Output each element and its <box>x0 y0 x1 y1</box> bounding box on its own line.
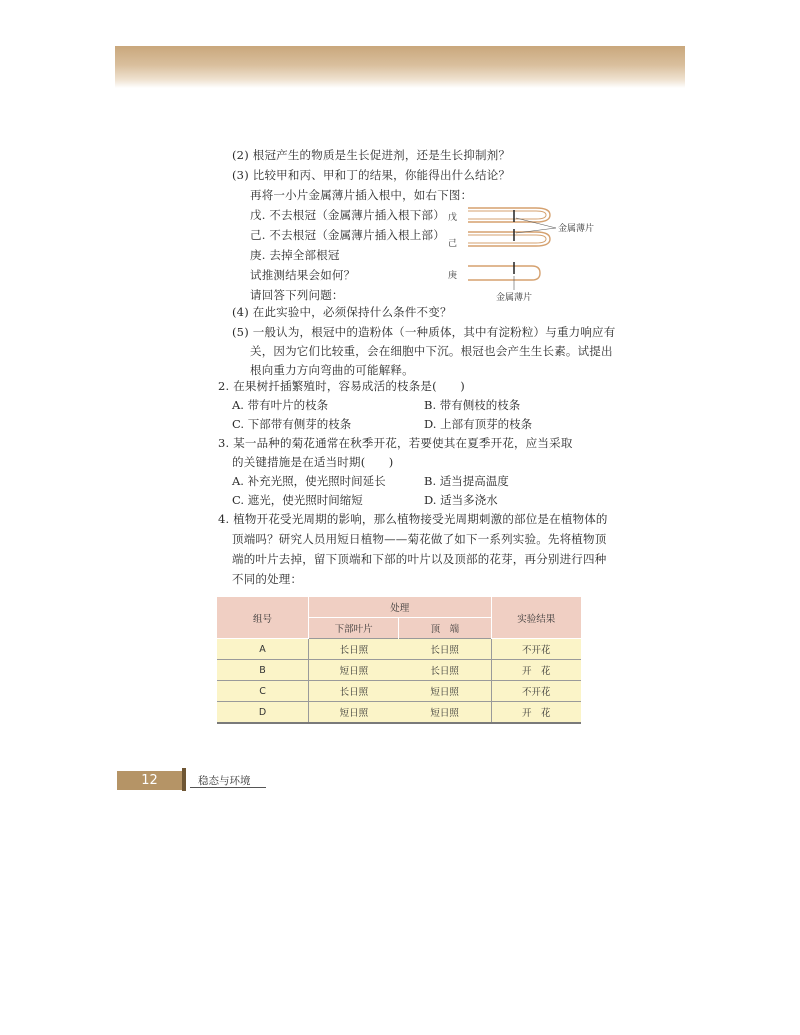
root-ji <box>468 232 550 246</box>
root-geng <box>468 266 540 280</box>
insert-instruction: 再将一小片金属薄片插入根中，如右下图： <box>250 188 473 202</box>
root-diagram <box>446 198 616 304</box>
cell-group: C <box>217 681 309 702</box>
problem-4-line-2: 顶端吗？研究人员用短日植物——菊花做了如下一系列实验。先将植物顶 <box>232 532 607 546</box>
footer-rule <box>190 787 266 788</box>
condition-ji: 己. 不去根冠（金属薄片插入根上部） <box>250 228 445 242</box>
cell-result: 开 花 <box>491 702 581 724</box>
problem-4-line-3: 端的叶片去掉，留下顶端和下部的叶片以及顶部的花芽，再分别进行四种 <box>232 552 607 566</box>
problem-2: 2. 在果树扦插繁殖时，容易成活的枝条是( ) <box>218 379 465 393</box>
p2-option-c: C. 下部带有侧芽的枝条 <box>232 417 352 431</box>
experiment-table <box>217 597 581 724</box>
table-row <box>217 639 581 660</box>
col-header-lower-leaves: 下部叶片 <box>309 618 399 639</box>
header-band <box>115 46 685 88</box>
p2-option-b: B. 带有侧枝的枝条 <box>424 398 521 412</box>
cell-lower: 长日照 <box>309 639 399 660</box>
label-wu: 戊 <box>448 213 458 223</box>
metal-sheet-label-right: 金属薄片 <box>558 224 595 234</box>
problem-4-line-4: 不同的处理： <box>232 572 303 586</box>
question-5-line-2: 关，因为它们比较重，会在细胞中下沉。根冠也会产生生长素。试提出 <box>250 344 613 358</box>
cell-lower: 短日照 <box>309 702 399 724</box>
page-number-accent <box>182 768 186 791</box>
cell-result: 开 花 <box>491 660 581 681</box>
question-5-line-1: (5) 一般认为，根冠中的造粉体（一种质体，其中有淀粉粒）与重力响应有 <box>232 325 616 339</box>
col-header-group: 组号 <box>217 597 309 639</box>
cell-lower: 短日照 <box>309 660 399 681</box>
cell-group: D <box>217 702 309 724</box>
table-row <box>217 660 581 681</box>
cell-top: 短日照 <box>399 681 491 702</box>
condition-geng: 庚. 去掉全部根冠 <box>250 248 340 262</box>
cell-lower: 长日照 <box>309 681 399 702</box>
p3-option-d: D. 适当多浇水 <box>424 493 498 507</box>
cell-top: 长日照 <box>399 639 491 660</box>
cell-top: 短日照 <box>399 702 491 724</box>
book-title: 稳态与环境 <box>198 775 251 787</box>
col-header-result: 实验结果 <box>491 597 581 639</box>
p3-option-a: A. 补充光照，使光照时间延长 <box>232 474 386 488</box>
cell-group: B <box>217 660 309 681</box>
col-header-top: 顶 端 <box>399 618 491 639</box>
table-row <box>217 681 581 702</box>
problem-3-line-1: 3. 某一品种的菊花通常在秋季开花，若要使其在夏季开花，应当采取 <box>218 436 573 450</box>
question-3: (3) 比较甲和丙、甲和丁的结果，你能得出什么结论？ <box>232 168 511 182</box>
label-ji: 己 <box>448 239 458 249</box>
cell-result: 不开花 <box>491 681 581 702</box>
page-number: 12 <box>117 771 182 790</box>
root-wu <box>468 208 550 222</box>
p3-option-c: C. 遮光，使光照时间缩短 <box>232 493 363 507</box>
cell-result: 不开花 <box>491 639 581 660</box>
answer-prompt: 请回答下列问题： <box>250 288 344 302</box>
question-4: (4) 在此实验中，必须保持什么条件不变？ <box>232 305 452 319</box>
cell-group: A <box>217 639 309 660</box>
p2-option-d: D. 上部有顶芽的枝条 <box>424 417 533 431</box>
col-header-treatment: 处理 <box>309 597 491 618</box>
label-geng: 庚 <box>448 271 458 281</box>
problem-4-line-1: 4. 植物开花受光周期的影响，那么植物接受光周期刺激的部位是在植物体的 <box>218 512 608 526</box>
p3-option-b: B. 适当提高温度 <box>424 474 509 488</box>
p2-option-a: A. 带有叶片的枝条 <box>232 398 329 412</box>
metal-sheet-label-bottom: 金属薄片 <box>496 293 533 303</box>
table-row <box>217 702 581 724</box>
problem-3-line-2: 的关键措施是在适当时期( ) <box>232 455 394 469</box>
question-5-line-3: 根向重力方向弯曲的可能解释。 <box>250 363 414 377</box>
cell-top: 长日照 <box>399 660 491 681</box>
predict-text: 试推测结果会如何？ <box>250 268 356 282</box>
condition-wu: 戊. 不去根冠（金属薄片插入根下部） <box>250 208 445 222</box>
question-2: (2) 根冠产生的物质是生长促进剂，还是生长抑制剂？ <box>232 148 511 162</box>
